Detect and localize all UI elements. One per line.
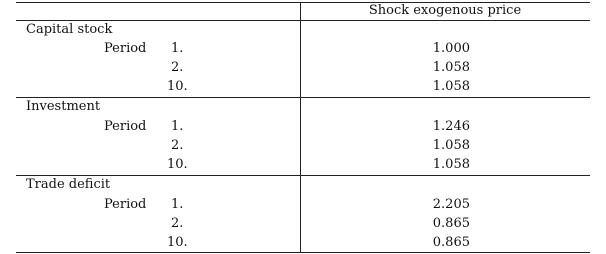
period-number: 10.: [167, 157, 188, 172]
column-header-shock: Shock exogenous price: [368, 3, 522, 18]
table-bottom-rule: [16, 252, 590, 253]
table-cell-value: 1.058: [432, 60, 470, 75]
section-title: Capital stock: [26, 22, 113, 37]
period-number: 2.: [171, 138, 184, 153]
section-title: Trade deficit: [26, 177, 111, 192]
period-number: 1.: [171, 41, 184, 56]
column-divider: [300, 97, 301, 175]
period-number: 10.: [167, 79, 188, 94]
column-divider: [300, 175, 301, 252]
table-cell-value: 0.865: [432, 235, 470, 250]
period-number: 2.: [171, 60, 184, 75]
period-number: 10.: [167, 235, 188, 250]
period-label: Period: [104, 197, 147, 212]
results-table: [16, 2, 590, 252]
period-number: 1.: [171, 197, 184, 212]
section-rule: [16, 97, 590, 98]
table-cell-value: 0.865: [432, 216, 470, 231]
table-cell-value: 1.058: [432, 138, 470, 153]
table-cell-value: 1.058: [432, 79, 470, 94]
period-label: Period: [104, 41, 147, 56]
table-cell-value: 1.058: [432, 157, 470, 172]
period-number: 2.: [171, 216, 184, 231]
table-cell-value: 2.205: [432, 197, 470, 212]
table-cell-value: 1.000: [432, 41, 470, 56]
period-label: Period: [104, 119, 147, 134]
period-number: 1.: [171, 119, 184, 134]
table-cell-value: 1.246: [432, 119, 470, 134]
section-title: Investment: [26, 99, 101, 114]
